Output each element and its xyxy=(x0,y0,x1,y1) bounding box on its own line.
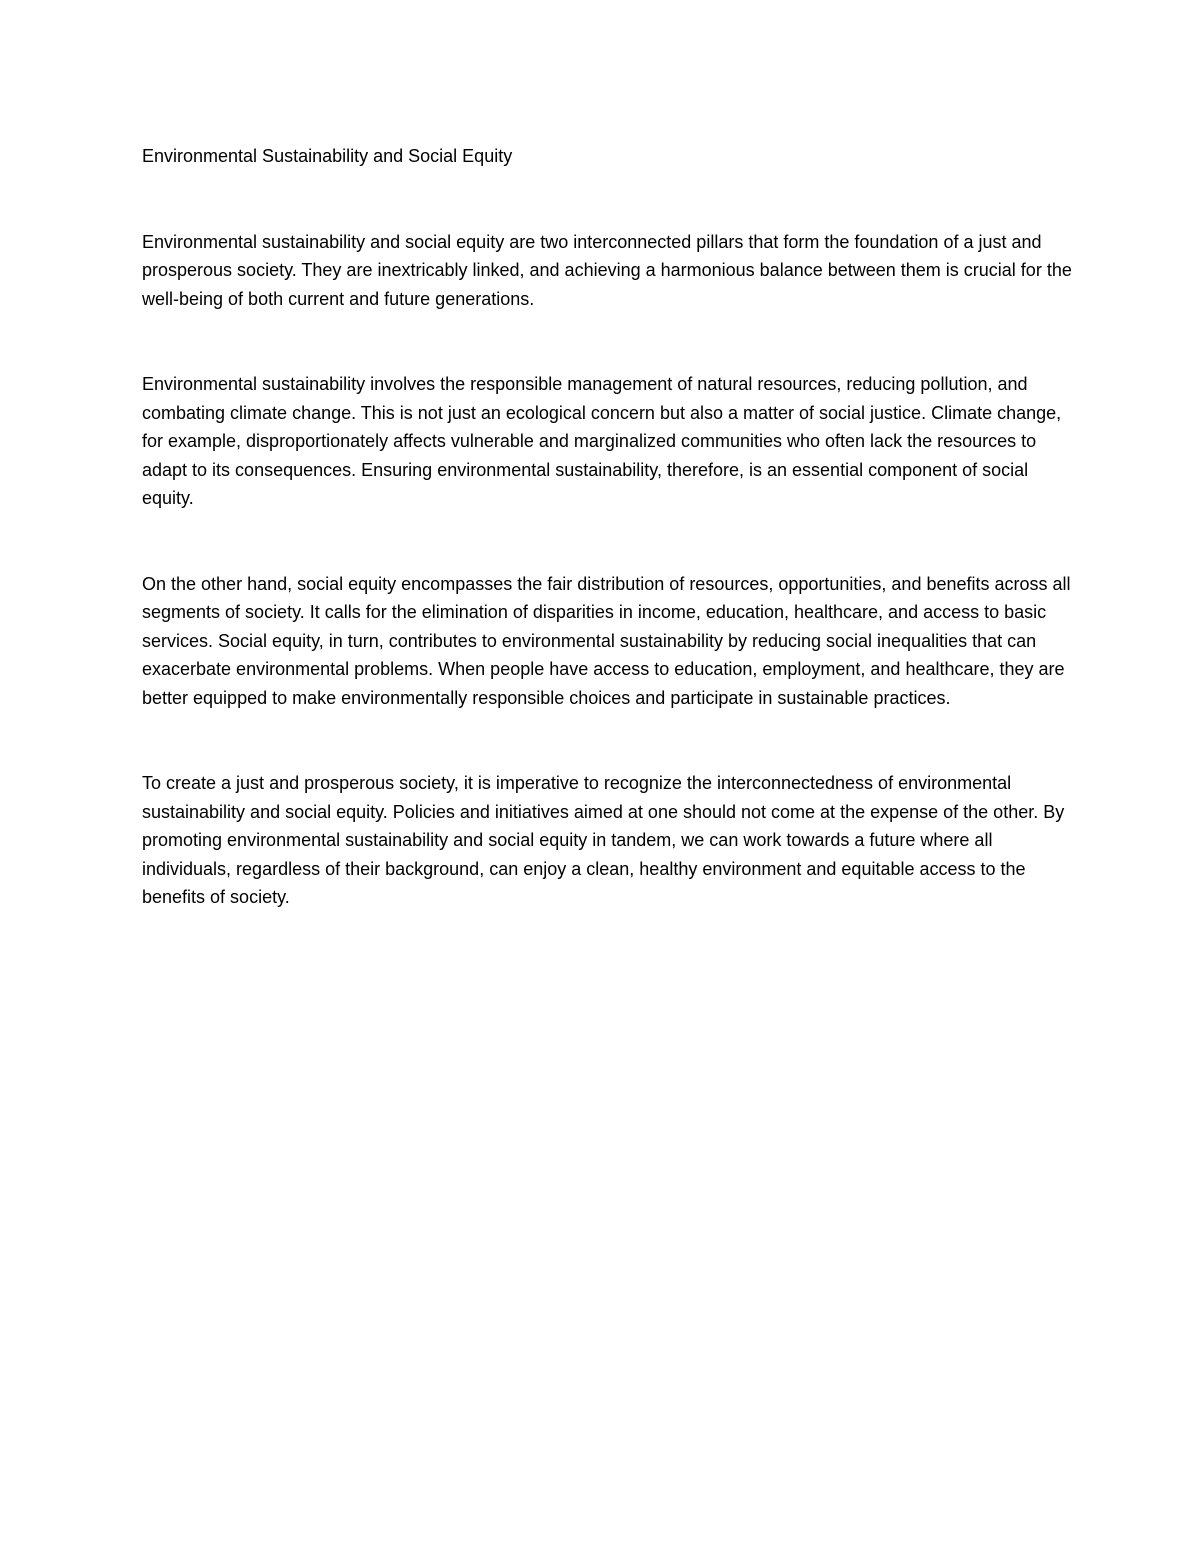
paragraph-environmental-sustainability: Environmental sustainability involves the responsible management of natural resources, reducing pollution, and combating climate change. This is not just an ecological concern but also a matter of social justice. Climate change, for example, disproportionately affects vulnerable and marginalized communities who often lack the resources to adapt to its consequences. Ensuring environmental sustainability, therefore, is an essential component of social equity. xyxy=(142,374,1062,508)
paragraph-conclusion: To create a just and prosperous society, it is imperative to recognize the interconnectedness of environmental sustainability and social equity. Policies and initiatives aimed at one should not come at the expense of the other. By promoting environmental sustainability and social equity in tandem, we can work towards a future where all individuals, regardless of their background, can enjoy a clean, healthy environment and equitable access to the benefits of society. xyxy=(142,773,1065,907)
document-body xyxy=(142,142,1072,912)
paragraph-intro: Environmental sustainability and social equity are two interconnected pillars that form the foundation of a just and prosperous society. They are inextricably linked, and achieving a harmonious balance between them is crucial for the well-being of both current and future generations. xyxy=(142,231,1072,309)
document-title: Environmental Sustainability and Social Equity xyxy=(142,146,513,166)
paragraph-social-equity: On the other hand, social equity encompasses the fair distribution of resources, opportunities, and benefits across all segments of society. It calls for the elimination of disparities in income, education, healthcare, and access to basic services. Social equity, in turn, contributes to environmental sustainability by reducing social inequalities that can exacerbate environmental problems. When people have access to education, employment, and healthcare, they are better equipped to make environmentally responsible choices and participate in sustainable practices. xyxy=(142,573,1071,708)
